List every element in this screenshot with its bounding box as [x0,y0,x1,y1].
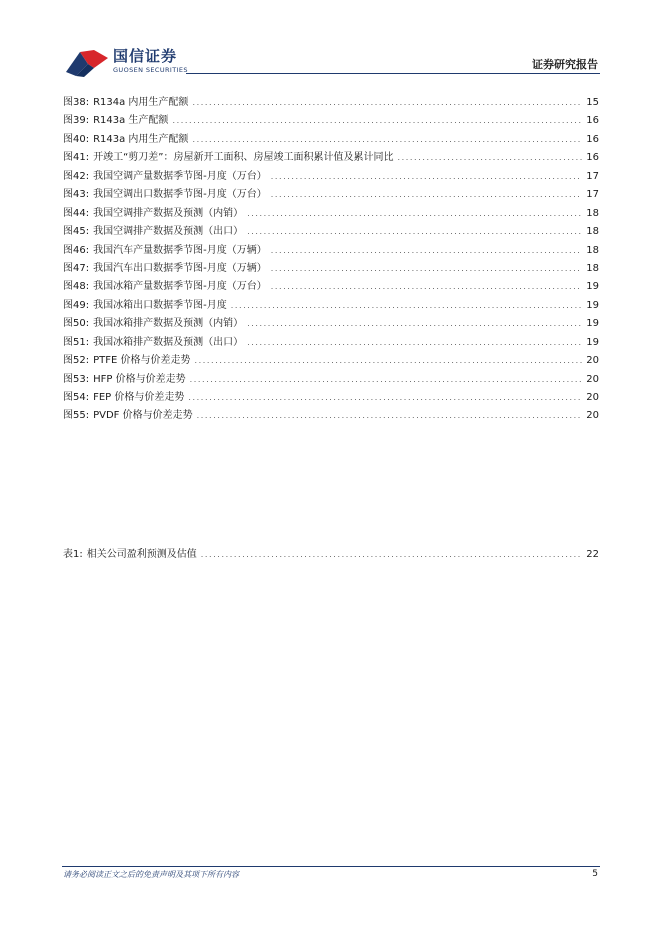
entry-page-number: 19 [586,281,599,293]
entry-title: 开竣工“剪刀差”：房屋新开工面积、房屋竣工面积累计值及累计同比 [93,152,394,164]
entry-page-number: 16 [586,133,599,145]
guosen-logo-icon [64,46,110,78]
brand-name-cn: 国信证券 [113,47,178,65]
figure-index [63,94,599,426]
leader-dots [271,242,583,260]
entry-title: 我国空调产量数据季节图-月度（万台） [93,170,267,182]
entry-page-number: 17 [586,170,599,182]
leader-dots [192,131,582,149]
entry-page-number: 19 [586,336,599,348]
figure-toc-entry[interactable] [63,131,599,149]
entry-page-number: 17 [586,189,599,201]
entry-label: 图42: [63,170,90,182]
figure-toc-entry[interactable] [63,407,599,425]
leader-dots [188,389,582,407]
entry-label: 图45: [63,226,90,238]
entry-label: 图50: [63,318,90,330]
entry-label: 图39: [63,115,90,127]
entry-page-number: 18 [586,226,599,238]
entry-page-number: 20 [586,355,599,367]
leader-dots [271,186,583,204]
entry-title: 我国冰箱出口数据季节图-月度 [93,299,227,311]
entry-page-number: 18 [586,262,599,274]
figure-toc-entry[interactable] [63,315,599,333]
entry-title: 我国汽车出口数据季节图-月度（万辆） [93,262,267,274]
figure-toc-entry[interactable] [63,149,599,167]
entry-title: R143a 内用生产配额 [93,133,189,145]
table-toc-entry[interactable] [63,546,599,564]
entry-title: 我国冰箱产量数据季节图-月度（万台） [93,281,267,293]
entry-page-number: 18 [586,207,599,219]
entry-label: 表1: [63,549,83,560]
page-number: 5 [592,869,598,879]
figure-toc-entry[interactable] [63,168,599,186]
figure-toc-entry[interactable] [63,94,599,112]
entry-title: R143a 生产配额 [93,115,169,127]
entry-title: PVDF 价格与价差走势 [93,410,193,422]
leader-dots [271,260,583,278]
entry-label: 图38: [63,97,90,108]
entry-page-number: 19 [586,299,599,311]
entry-title: 我国冰箱排产数据及预测（内销） [93,318,244,330]
figure-toc-entry[interactable] [63,371,599,389]
leader-dots [247,315,582,333]
entry-label: 图46: [63,244,90,256]
leader-dots [397,149,582,167]
entry-page-number: 22 [586,549,599,560]
figure-toc-entry[interactable] [63,334,599,352]
entry-page-number: 20 [586,410,599,422]
leader-dots [231,297,583,315]
entry-label: 图54: [63,392,90,403]
entry-title: 我国空调排产数据及预测（出口） [93,226,244,238]
figure-toc-entry[interactable] [63,389,599,407]
entry-label: 图41: [63,152,90,164]
leader-dots [247,223,582,241]
figure-toc-entry[interactable] [63,242,599,260]
entry-label: 图40: [63,133,90,145]
leader-dots [197,407,583,425]
entry-page-number: 19 [586,318,599,330]
entry-page-number: 15 [586,97,599,108]
entry-label: 图53: [63,373,90,385]
entry-label: 图51: [63,336,90,348]
brand-name-en: GUOSEN SECURITIES [113,66,188,74]
table-index [63,546,599,564]
guosen-logo [64,44,188,78]
footer-divider [62,866,600,867]
leader-dots [201,546,583,564]
entry-page-number: 16 [586,115,599,127]
entry-label: 图48: [63,281,90,293]
entry-label: 图47: [63,262,90,274]
leader-dots [194,352,582,370]
leader-dots [172,112,582,130]
leader-dots [271,278,583,296]
figure-toc-entry[interactable] [63,352,599,370]
entry-title: 相关公司盈利预测及估值 [86,549,197,560]
entry-title: HFP 价格与价差走势 [93,373,186,385]
entry-page-number: 18 [586,244,599,256]
leader-dots [192,94,582,112]
entry-title: PTFE 价格与价差走势 [93,355,191,367]
entry-page-number: 20 [586,373,599,385]
figure-toc-entry[interactable] [63,223,599,241]
entry-title: 我国冰箱排产数据及预测（出口） [93,336,244,348]
figure-toc-entry[interactable] [63,205,599,223]
leader-dots [190,371,583,389]
page-header [0,0,662,80]
entry-title: R134a 内用生产配额 [93,97,189,108]
entry-label: 图49: [63,299,90,311]
entry-label: 图44: [63,207,90,219]
entry-page-number: 16 [586,152,599,164]
footer-disclaimer[interactable]: 请务必阅读正文之后的免责声明及其项下所有内容 [63,870,239,879]
figure-toc-entry[interactable] [63,260,599,278]
entry-label: 图55: [63,410,90,422]
entry-title: 我国空调排产数据及预测（内销） [93,207,244,219]
figure-toc-entry[interactable] [63,297,599,315]
figure-toc-entry[interactable] [63,112,599,130]
figure-toc-entry[interactable] [63,186,599,204]
entry-label: 图43: [63,189,90,201]
entry-title: FEP 价格与价差走势 [93,392,185,403]
report-type-label: 证券研究报告 [532,58,598,71]
entry-label: 图52: [63,355,90,367]
leader-dots [247,205,582,223]
entry-page-number: 20 [586,392,599,403]
entry-title: 我国空调出口数据季节图-月度（万台） [93,189,267,201]
leader-dots [271,168,583,186]
entry-title: 我国汽车产量数据季节图-月度（万辆） [93,244,267,256]
figure-toc-entry[interactable] [63,278,599,296]
leader-dots [247,334,582,352]
header-divider [186,73,600,74]
